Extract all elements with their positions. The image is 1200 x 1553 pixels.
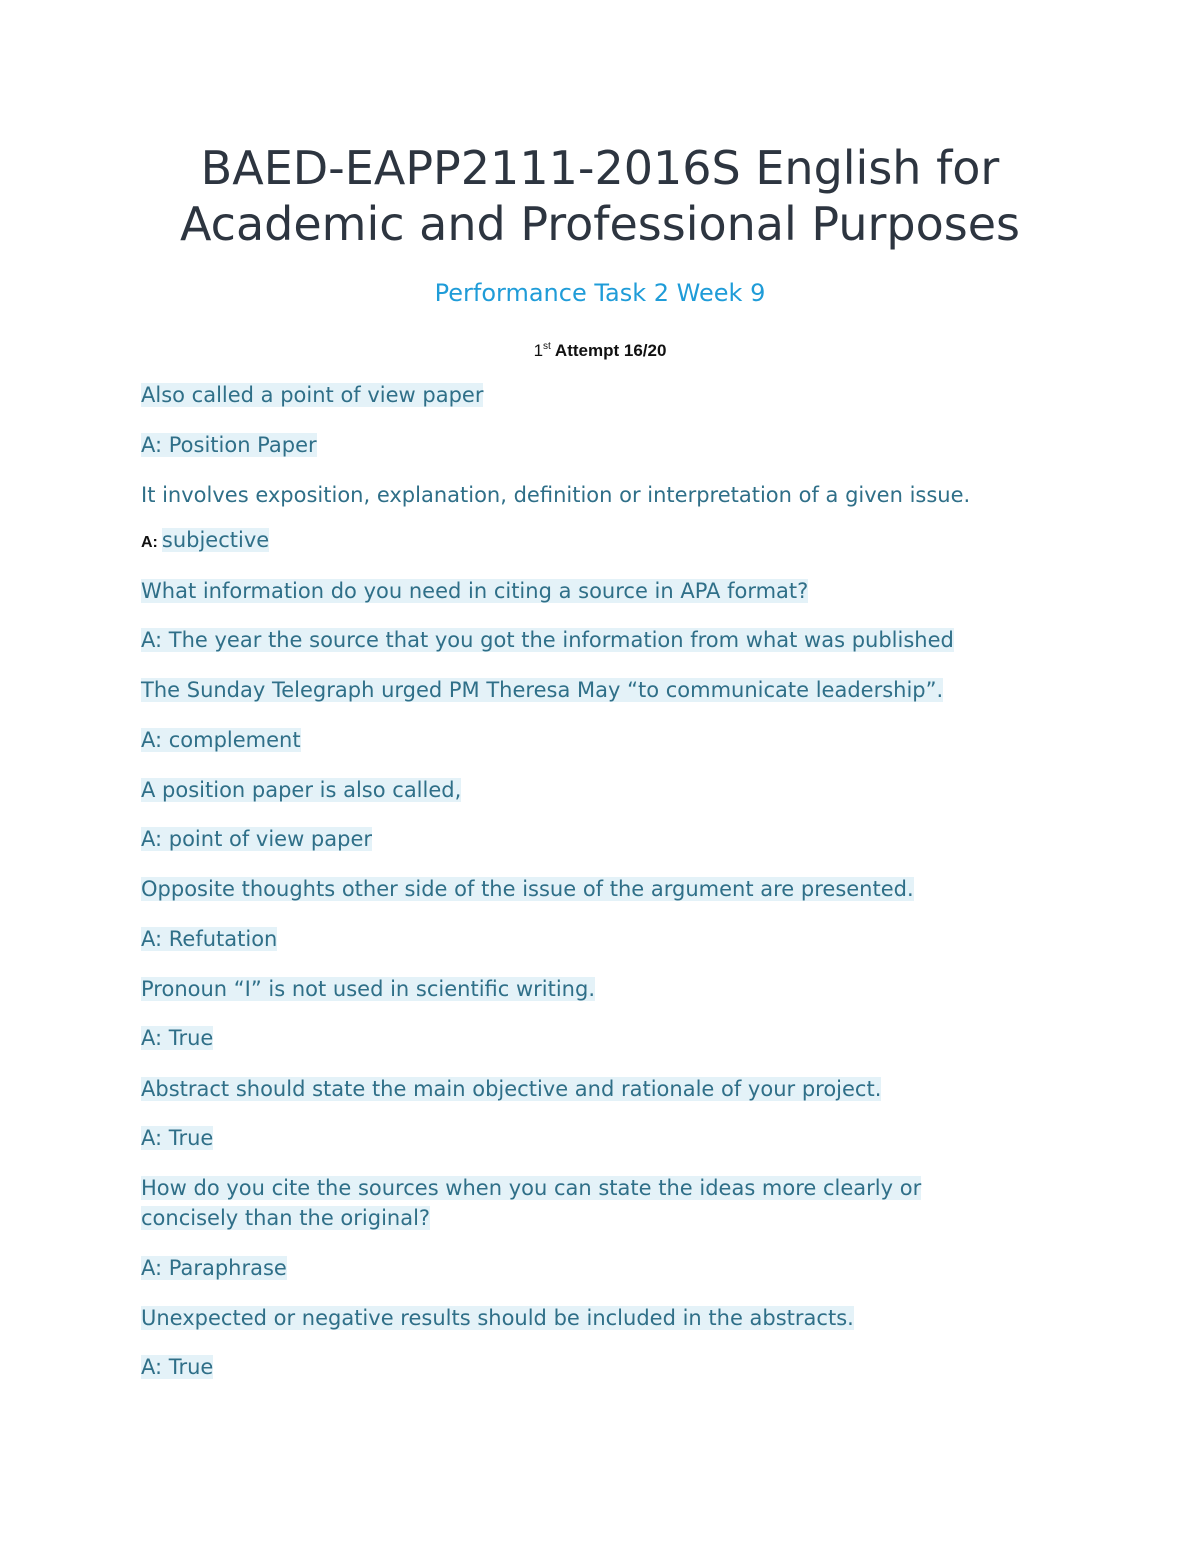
question-5 bbox=[141, 775, 1061, 805]
answer-7 bbox=[141, 1023, 1061, 1053]
answer-8-text: A: True bbox=[141, 1126, 214, 1150]
question-6-text: Opposite thoughts other side of the issue of the argument are presented. bbox=[141, 877, 914, 901]
answer-10-text: A: True bbox=[141, 1355, 214, 1379]
answer-4-text: A: complement bbox=[141, 728, 301, 752]
answer-9 bbox=[141, 1253, 1061, 1283]
question-10-text: Unexpected or negative results should be included in the abstracts. bbox=[141, 1306, 854, 1330]
question-1 bbox=[141, 380, 1061, 410]
question-4 bbox=[141, 675, 1061, 705]
answer-10 bbox=[141, 1352, 1061, 1382]
document-title bbox=[0, 140, 1200, 252]
attempt-text: Attempt 16/20 bbox=[550, 341, 667, 360]
question-6 bbox=[141, 874, 1061, 904]
answer-6 bbox=[141, 924, 1061, 954]
question-2 bbox=[141, 480, 1141, 510]
question-4-text: The Sunday Telegraph urged PM Theresa May “to communicate leadership”. bbox=[141, 678, 944, 702]
question-8-text: Abstract should state the main objective and rationale of your project. bbox=[141, 1077, 882, 1101]
question-7 bbox=[141, 974, 1061, 1004]
question-5-text: A position paper is also called, bbox=[141, 778, 462, 802]
answer-4 bbox=[141, 725, 1061, 755]
question-1-text: Also called a point of view paper bbox=[141, 383, 484, 407]
question-3-text: What information do you need in citing a source in APA format? bbox=[141, 579, 809, 603]
answer-3 bbox=[141, 625, 1141, 655]
answer-7-text: A: True bbox=[141, 1026, 214, 1050]
question-2-text: It involves exposition, explanation, definition or interpretation of a given issue. bbox=[141, 483, 971, 507]
answer-1-text: A: Position Paper bbox=[141, 433, 317, 457]
answer-1 bbox=[141, 430, 1061, 460]
question-8 bbox=[141, 1074, 1061, 1104]
question-9 bbox=[141, 1173, 991, 1233]
answer-2-text: subjective bbox=[161, 528, 270, 552]
answer-6-text: A: Refutation bbox=[141, 927, 278, 951]
answer-5 bbox=[141, 824, 1061, 854]
question-10 bbox=[141, 1303, 1061, 1333]
question-7-text: Pronoun “I” is not used in scientific writing. bbox=[141, 977, 596, 1001]
answer-3-text: A: The year the source that you got the information from what was published bbox=[141, 628, 954, 652]
answer-9-text: A: Paraphrase bbox=[141, 1256, 287, 1280]
answer-2 bbox=[141, 525, 1061, 558]
answer-2-prefix: A: bbox=[141, 534, 158, 551]
answer-5-text: A: point of view paper bbox=[141, 827, 373, 851]
attempt-score bbox=[0, 336, 1200, 362]
document-subtitle: Performance Task 2 Week 9 bbox=[434, 279, 766, 307]
attempt-number: 1 bbox=[533, 341, 544, 360]
question-3 bbox=[141, 576, 1061, 606]
title-line-1: BAED-EAPP2111-2016S English for bbox=[200, 141, 1000, 195]
attempt-ordinal-suffix: st bbox=[543, 341, 551, 352]
title-line-2: Academic and Professional Purposes bbox=[180, 197, 1020, 251]
answer-8 bbox=[141, 1123, 1061, 1153]
question-9-text: How do you cite the sources when you can state the ideas more clearly or concisely than the original? bbox=[141, 1176, 922, 1230]
